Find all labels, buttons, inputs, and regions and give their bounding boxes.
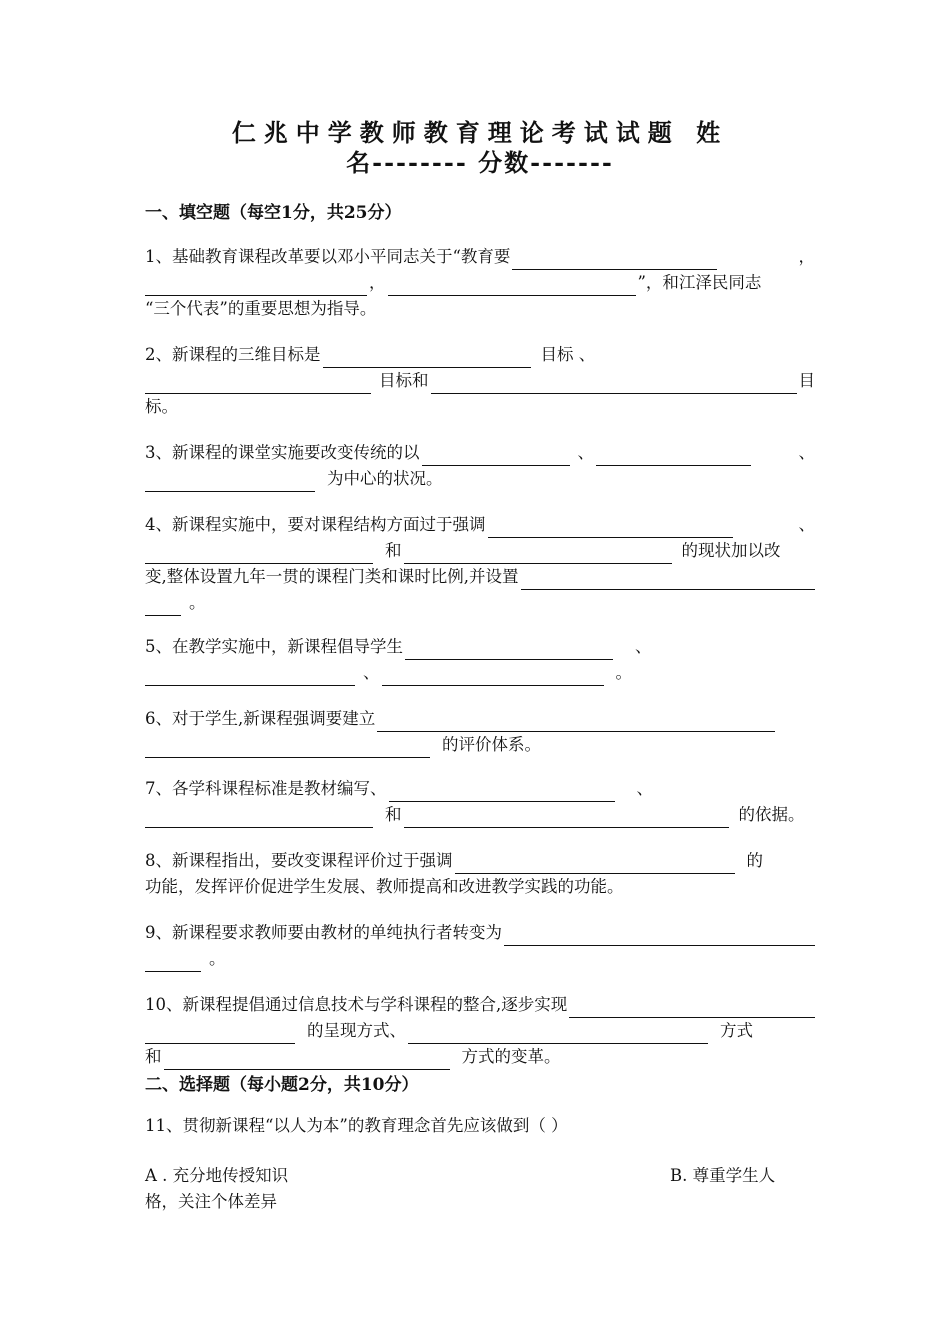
question-10 [145,992,815,1070]
q6-text-a: 6、对于学生,新课程强调要建立 [145,709,376,728]
q6-blank-1[interactable] [377,713,775,732]
question-8 [145,848,815,900]
q8-text-b: 的 [746,851,763,870]
question-1 [145,244,815,322]
q4-blank-4-continued[interactable] [145,597,181,616]
q7-blank-3[interactable] [404,809,729,828]
q2-text-a: 2、新课程的三维目标是 [145,345,321,364]
q5-text-d: 。 [615,663,632,682]
q3-blank-2[interactable] [596,447,751,466]
q9-blank-1[interactable] [504,927,815,946]
q5-blank-2[interactable] [145,667,355,686]
q5-blank-1[interactable] [405,641,613,660]
q3-text-a: 3、新课程的课堂实施要改变传统的以 [145,443,420,462]
q2-text-d: 目 [798,371,815,390]
exam-title [140,118,820,178]
q1-blank-2[interactable] [145,277,367,296]
question-9 [145,920,815,972]
q4-blank-1[interactable] [488,519,733,538]
q10-blank-3[interactable] [164,1051,450,1070]
q3-blank-3[interactable] [145,473,315,492]
q2-text-c: 目标和 [379,371,429,390]
q7-text-a: 7、各学科课程标准是教材编写、 [145,779,387,798]
q10-blank-1-continued[interactable] [145,1025,295,1044]
section-fill-in: 一、填空题（每空1分，共25分） [145,203,402,223]
q1-text-d: ”，和江泽民同志 [637,273,762,292]
q10-blank-1[interactable] [569,999,815,1018]
title-line-2: 名-------- 分数------- [346,148,614,177]
q8-blank-1[interactable] [455,855,735,874]
q10-text-c: 方式 [720,1021,753,1040]
q11-stem: 11、贯彻新课程“以人为本”的教育理念首先应该做到（ ） [145,1116,568,1135]
q3-blank-1[interactable] [422,447,570,466]
q3-text-b: 、 [577,443,594,462]
q1-blank-1[interactable] [512,251,717,270]
q7-blank-2[interactable] [145,809,373,828]
q10-text-a: 10、新课程提倡通过信息技术与学科课程的整合,逐步实现 [145,995,568,1014]
q5-text-b: 、 [635,637,652,656]
q5-text-c: 、 [363,663,380,682]
question-11 [145,1113,815,1139]
q10-text-e: 方式的变革。 [461,1047,561,1066]
q9-blank-1-continued[interactable] [145,953,201,972]
q6-text-b: 的评价体系。 [442,735,541,754]
q11-option-b-continued: 格，关注个体差异 [145,1192,277,1211]
q5-blank-3[interactable] [382,667,604,686]
q4-text-d: 的现状加以改 [681,541,781,560]
q4-blank-3[interactable] [404,545,672,564]
q11-option-a[interactable]: A . 充分地传授知识 [145,1166,289,1185]
q7-text-d: 的依据。 [738,805,805,824]
q1-text-c: ， [369,273,386,292]
q1-text-b: ， [798,247,815,266]
question-7 [145,776,815,828]
q9-text-b: 。 [209,949,226,968]
q7-text-c: 和 [385,805,402,824]
q10-blank-2[interactable] [408,1025,708,1044]
q9-text-a: 9、新课程要求教师要由教材的单纯执行者转变为 [145,923,502,942]
q10-text-d: 和 [145,1047,162,1066]
q5-text-a: 5、在教学实施中，新课程倡导学生 [145,637,403,656]
question-5 [145,634,815,686]
q1-text-a: 1、基础教育课程改革要以邓小平同志关于“教育要 [145,247,511,266]
q8-text-a: 8、新课程指出，要改变课程评价过于强调 [145,851,453,870]
q3-text-c: 、 [798,443,815,462]
question-2 [145,342,815,420]
q2-blank-2[interactable] [145,375,371,394]
question-4 [145,512,815,616]
q8-text-c: 功能，发挥评价促进学生发展、教师提高和改进教学实践的功能。 [145,877,624,896]
q7-text-b: 、 [636,779,653,798]
q6-blank-1-continued[interactable] [145,739,430,758]
q4-blank-2[interactable] [145,545,373,564]
q4-text-c: 和 [385,541,402,560]
question-6 [145,706,815,758]
q4-text-a: 4、新课程实施中，要对课程结构方面过于强调 [145,515,486,534]
q10-text-b: 的呈现方式、 [307,1021,406,1040]
q1-blank-3[interactable] [388,277,636,296]
q2-text-b: 目标 、 [540,345,596,364]
q4-blank-4[interactable] [521,571,816,590]
question-3 [145,440,815,492]
q3-text-d: 为中心的状况。 [327,469,443,488]
q11-option-b[interactable]: B. 尊重学生人 [670,1166,776,1185]
q4-text-e: 变,整体设置九年一贯的课程门类和课时比例,并设置 [145,567,519,586]
q2-blank-3[interactable] [431,375,797,394]
section-multiple-choice: 二、选择题（每小题2分，共10分） [145,1075,419,1095]
q7-blank-1[interactable] [389,783,615,802]
q2-blank-1[interactable] [323,349,531,368]
q4-text-b: 、 [798,515,815,534]
q4-text-f: 。 [189,593,206,612]
title-line-1: 仁兆中学教师教育理论考试试题 姓 [231,118,729,147]
q2-text-e: 标。 [145,397,178,416]
q1-text-e: “三个代表”的重要思想为指导。 [145,299,377,318]
